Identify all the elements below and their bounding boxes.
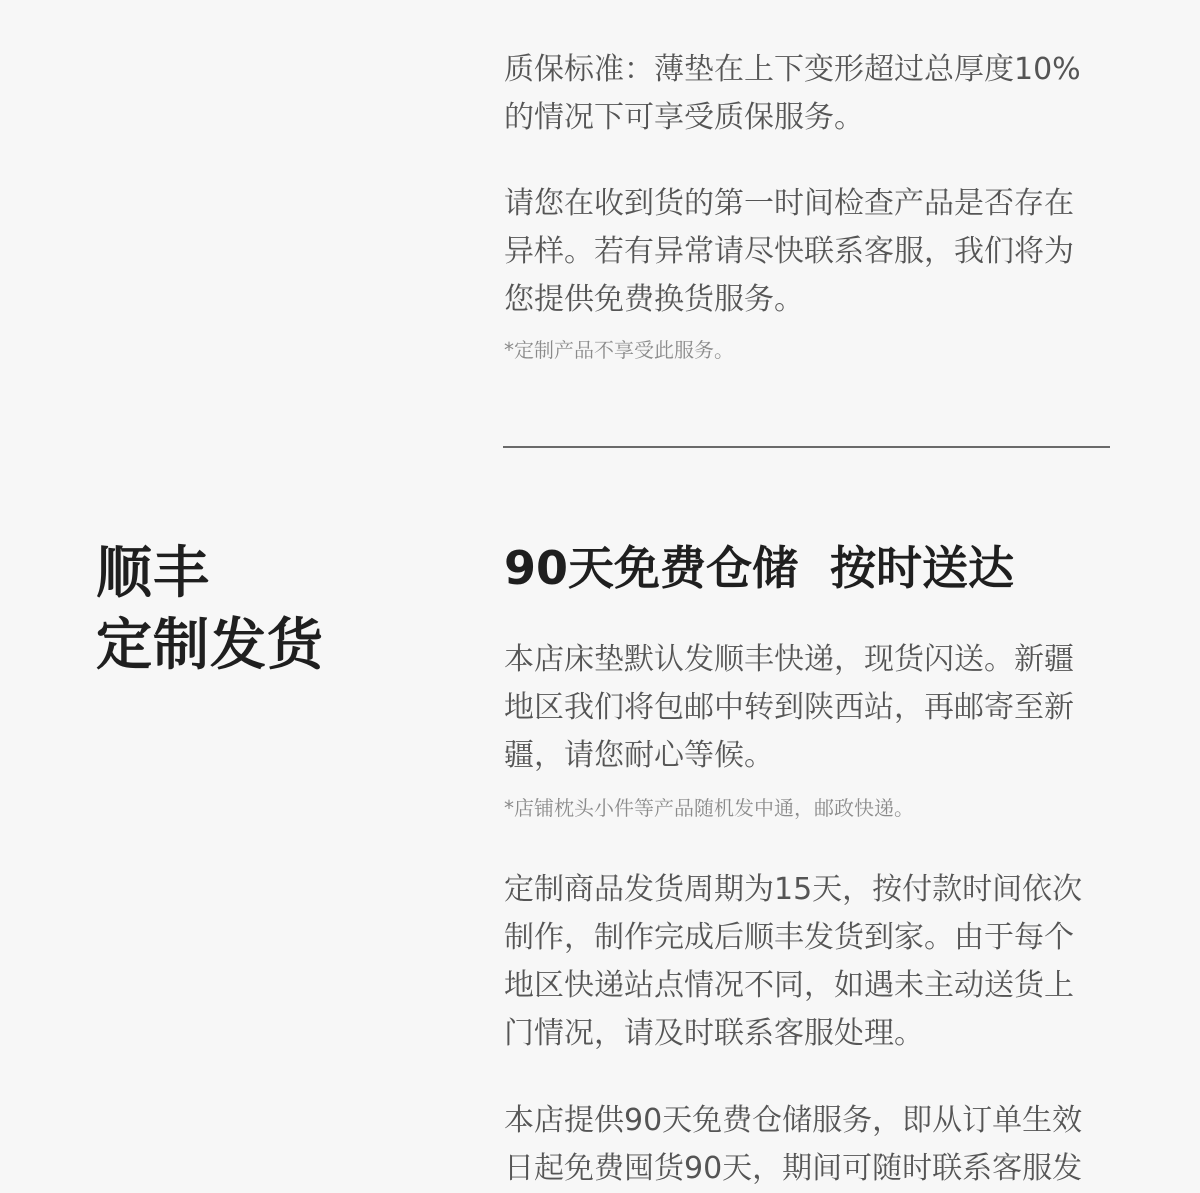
- section-heading: [504, 536, 1014, 600]
- custom-product-note: *定制产品不享受此服务。: [504, 338, 734, 362]
- free-storage-paragraph: 本店提供90天免费仓储服务，即从订单生效 日起免费囤货90天，期间可随时联系客服发: [504, 1103, 1083, 1186]
- inspection-paragraph: 请您在收到货的第一时间检查产品是否存在 异样。若有异常请尽快联系客服，我们将为 您提供免费换货服务。: [504, 186, 1074, 317]
- custom-delivery-paragraph: 定制商品发货周期为15天，按付款时间依次 制作，制作完成后顺丰发货到家。由于每个 地区快递站点情况不同，如遇未主动送货上 门情况，请及时联系客服处理。: [504, 872, 1083, 1051]
- heading-on-time-delivery: 按时送达: [830, 541, 1015, 595]
- small-items-shipping-note: *店铺枕头小件等产品随机发中通，邮政快递。: [504, 796, 914, 820]
- side-section-title: [96, 538, 324, 682]
- warranty-standard-paragraph: 质保标准：薄垫在上下变形超过总厚度10% 的情况下可享受质保服务。: [504, 52, 1081, 135]
- section-divider: [503, 446, 1110, 448]
- heading-free-storage: 90天免费仓储: [504, 541, 799, 595]
- side-title-line-1: 顺丰: [96, 541, 210, 606]
- shipping-paragraph: 本店床垫默认发顺丰快递，现货闪送。新疆 地区我们将包邮中转到陕西站，再邮寄至新 疆，请您耐心等候。: [504, 642, 1074, 773]
- side-title-line-2: 定制发货: [96, 613, 324, 678]
